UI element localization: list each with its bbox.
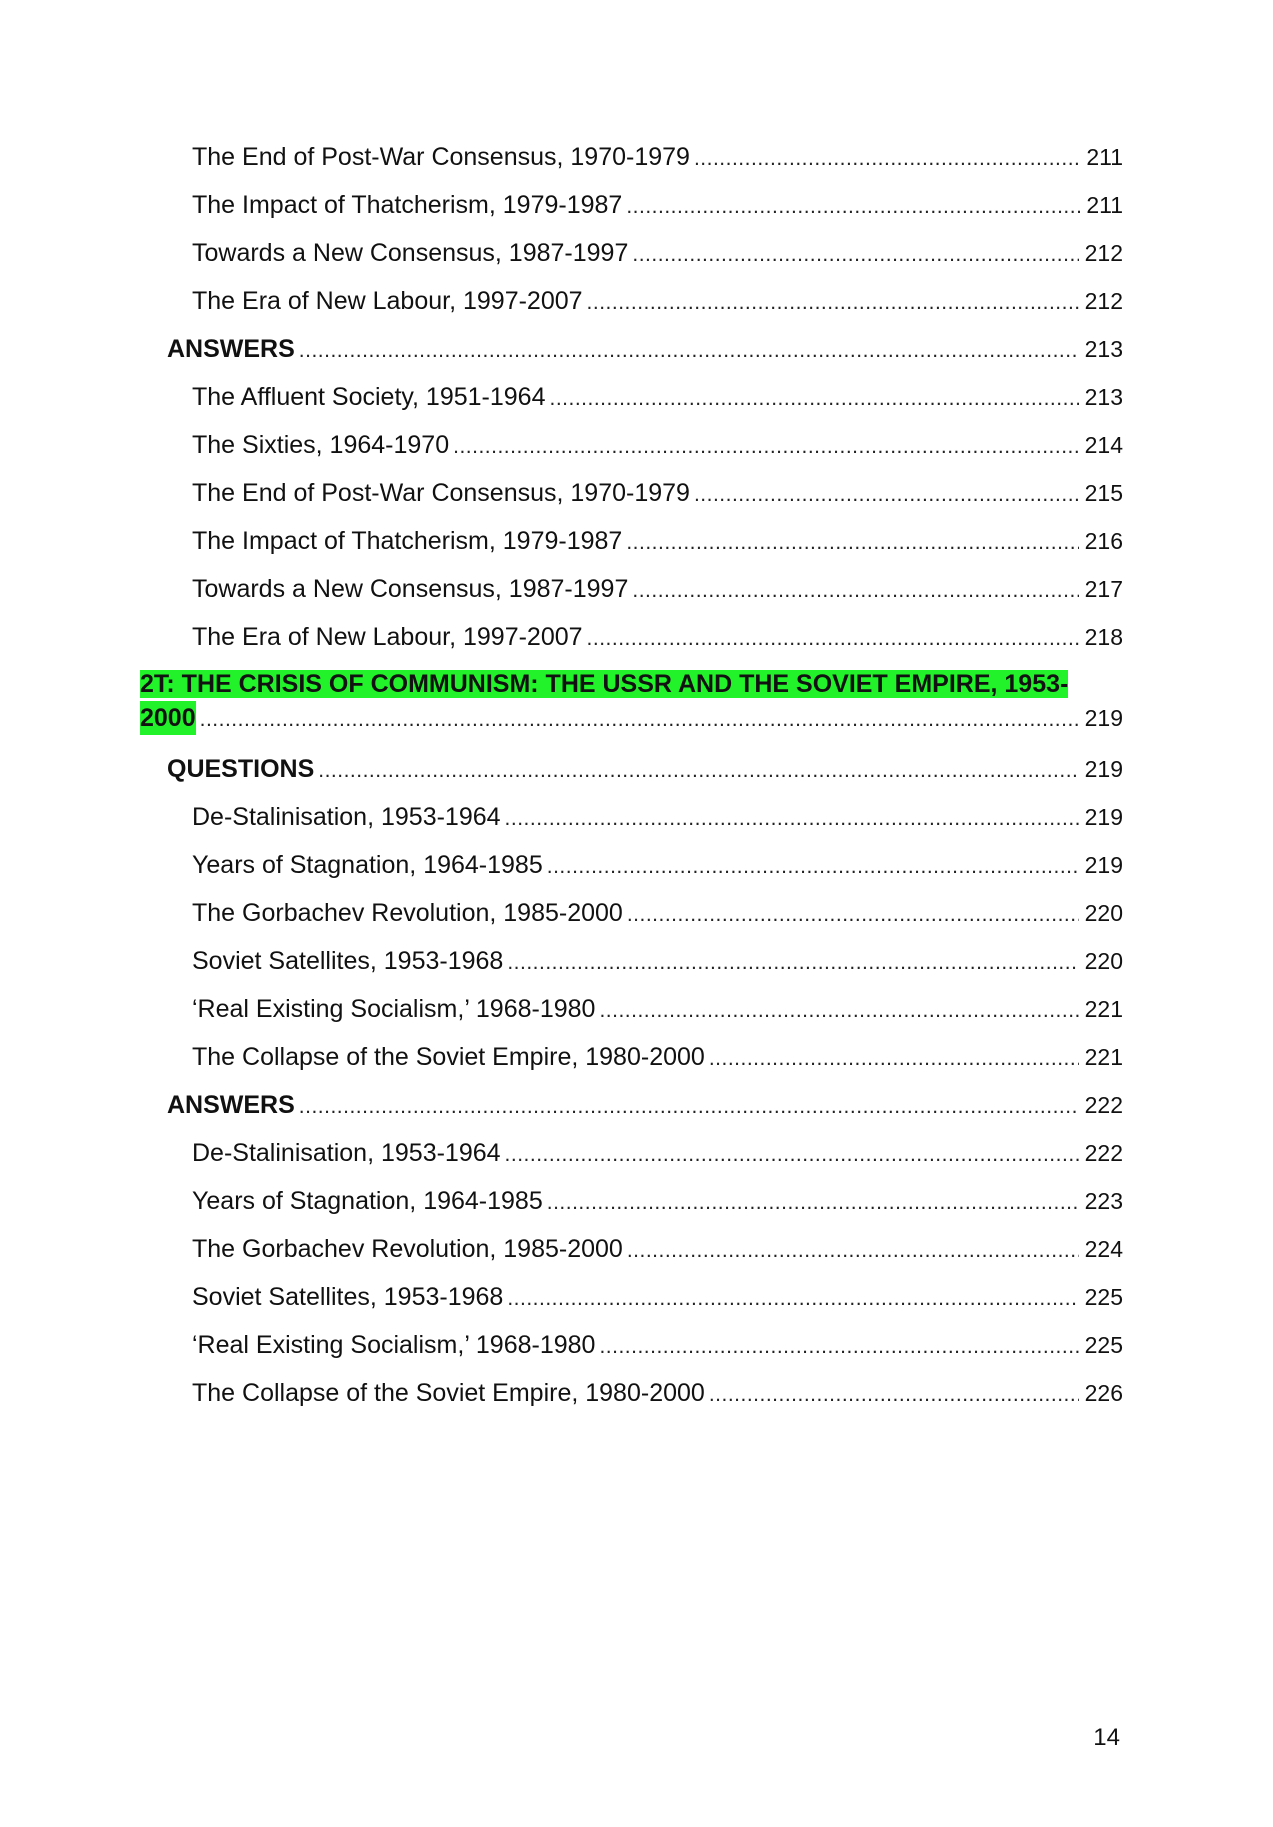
toc-entry-title: De-Stalinisation, 1953-1964	[192, 1139, 501, 1167]
toc-entry-title: The Collapse of the Soviet Empire, 1980-2000	[192, 1043, 705, 1071]
toc-entry[interactable]	[140, 851, 1123, 879]
toc-section-heading[interactable]	[140, 335, 1123, 363]
toc-entry[interactable]	[140, 803, 1123, 831]
leader-dots	[507, 949, 1078, 977]
toc-entry-page: 219	[1084, 756, 1123, 782]
toc-entry-page: 223	[1084, 1188, 1123, 1214]
toc-entry[interactable]	[140, 623, 1123, 651]
leader-dots	[626, 529, 1078, 557]
toc-entry[interactable]	[140, 899, 1123, 927]
toc-entry-title: The Sixties, 1964-1970	[192, 431, 450, 459]
leader-dots	[632, 241, 1078, 269]
highlighted-text: 2T: THE CRISIS OF COMMUNISM: THE USSR AND THE SOVIET EMPIRE, 1953-	[140, 670, 1069, 698]
toc-chapter-heading[interactable]	[140, 667, 1123, 737]
toc-entry-title: The Collapse of the Soviet Empire, 1980-2000	[192, 1379, 705, 1407]
leader-dots	[547, 1189, 1079, 1217]
leader-dots	[200, 703, 1079, 737]
leader-dots	[550, 385, 1079, 413]
leader-dots	[709, 1381, 1079, 1409]
toc-entry-title: QUESTIONS	[167, 755, 315, 783]
toc-entry[interactable]	[140, 1043, 1123, 1071]
toc-entry[interactable]	[140, 947, 1123, 975]
toc-entry-page: 221	[1084, 996, 1123, 1022]
toc-entry-title: Years of Stagnation, 1964-1985	[192, 1187, 543, 1215]
toc-entry[interactable]	[140, 1379, 1123, 1407]
toc-entry-page: 217	[1084, 576, 1123, 602]
toc-entry-page: 222	[1084, 1140, 1123, 1166]
toc-entry[interactable]	[140, 383, 1123, 411]
toc-entry-title: De-Stalinisation, 1953-1964	[192, 803, 501, 831]
chapter-title-line-1	[140, 667, 1123, 701]
toc-entry-page: 212	[1084, 288, 1123, 314]
toc-entry-title: ANSWERS	[167, 1091, 295, 1119]
toc-section-heading[interactable]	[140, 1091, 1123, 1119]
toc-entry[interactable]	[140, 1331, 1123, 1359]
toc-entry-title: The End of Post-War Consensus, 1970-1979	[192, 479, 690, 507]
toc-entry-page: 221	[1084, 1044, 1123, 1070]
leader-dots	[453, 433, 1079, 461]
leader-dots	[694, 481, 1079, 509]
toc-entry-page: 214	[1084, 432, 1123, 458]
chapter-title-line-2	[140, 701, 1123, 737]
toc-entry-title: Towards a New Consensus, 1987-1997	[192, 239, 629, 267]
toc-entry-title: The Gorbachev Revolution, 1985-2000	[192, 899, 623, 927]
page-number: 14	[1093, 1724, 1120, 1751]
leader-dots	[505, 1141, 1079, 1169]
leader-dots	[299, 337, 1079, 365]
toc-entry-page: 225	[1084, 1332, 1123, 1358]
toc-entry-title: Towards a New Consensus, 1987-1997	[192, 575, 629, 603]
toc-entry-title: The Impact of Thatcherism, 1979-1987	[192, 527, 623, 555]
toc-entry[interactable]	[140, 1187, 1123, 1215]
toc-entry-page: 219	[1084, 852, 1123, 878]
toc-entry[interactable]	[140, 479, 1123, 507]
toc-entry-page: 224	[1084, 1236, 1123, 1262]
toc-entry-page: 219	[1084, 705, 1123, 731]
toc-entry[interactable]	[140, 1283, 1123, 1311]
toc-entry-page: 215	[1084, 480, 1123, 506]
toc-entry[interactable]	[140, 191, 1123, 219]
toc-entry-title: Soviet Satellites, 1953-1968	[192, 1283, 504, 1311]
leader-dots	[507, 1285, 1078, 1313]
toc-entry-title: The Affluent Society, 1951-1964	[192, 383, 546, 411]
toc-entry-page: 213	[1084, 384, 1123, 410]
leader-dots	[599, 1333, 1078, 1361]
toc-entry[interactable]	[140, 143, 1123, 171]
toc-entry[interactable]	[140, 995, 1123, 1023]
toc-entry-page: 218	[1084, 624, 1123, 650]
toc-entry-title: ANSWERS	[167, 335, 295, 363]
toc-entry-title: Soviet Satellites, 1953-1968	[192, 947, 504, 975]
toc-entry[interactable]	[140, 431, 1123, 459]
toc-entry[interactable]	[140, 287, 1123, 315]
leader-dots	[632, 577, 1078, 605]
leader-dots	[587, 289, 1079, 317]
toc-entry[interactable]	[140, 1235, 1123, 1263]
toc-entry-title: ‘Real Existing Socialism,’ 1968-1980	[192, 995, 596, 1023]
toc-entry[interactable]	[140, 239, 1123, 267]
toc-entry-page: 220	[1084, 900, 1123, 926]
toc-entry-page: 211	[1086, 192, 1123, 218]
toc-entry-page: 226	[1084, 1380, 1123, 1406]
toc-entry-page: 212	[1084, 240, 1123, 266]
highlighted-text: 2000	[140, 701, 196, 735]
toc-entry-page: 219	[1084, 804, 1123, 830]
toc-entry-page: 225	[1084, 1284, 1123, 1310]
leader-dots	[627, 901, 1079, 929]
leader-dots	[587, 625, 1079, 653]
toc-entry-title: Years of Stagnation, 1964-1985	[192, 851, 543, 879]
toc-entry[interactable]	[140, 575, 1123, 603]
toc-entry-title: The End of Post-War Consensus, 1970-1979	[192, 143, 690, 171]
toc-entry[interactable]	[140, 527, 1123, 555]
toc-entry-title: ‘Real Existing Socialism,’ 1968-1980	[192, 1331, 596, 1359]
leader-dots	[299, 1093, 1079, 1121]
leader-dots	[599, 997, 1078, 1025]
toc-entry-title: The Impact of Thatcherism, 1979-1987	[192, 191, 623, 219]
leader-dots	[627, 1237, 1079, 1265]
leader-dots	[709, 1045, 1079, 1073]
toc-entry-page: 216	[1084, 528, 1123, 554]
toc-entry-page: 213	[1084, 336, 1123, 362]
toc-entry-title: The Era of New Labour, 1997-2007	[192, 623, 583, 651]
toc-entry-page: 220	[1084, 948, 1123, 974]
leader-dots	[626, 193, 1080, 221]
toc-section-heading[interactable]	[140, 755, 1123, 783]
toc-entry-title: The Era of New Labour, 1997-2007	[192, 287, 583, 315]
toc-entry[interactable]	[140, 1139, 1123, 1167]
table-of-contents	[140, 143, 1123, 1427]
toc-entry-page: 222	[1084, 1092, 1123, 1118]
leader-dots	[547, 853, 1079, 881]
toc-entry-page: 211	[1086, 144, 1123, 170]
leader-dots	[694, 145, 1080, 173]
toc-entry-title: The Gorbachev Revolution, 1985-2000	[192, 1235, 623, 1263]
leader-dots	[505, 805, 1079, 833]
leader-dots	[318, 757, 1078, 785]
